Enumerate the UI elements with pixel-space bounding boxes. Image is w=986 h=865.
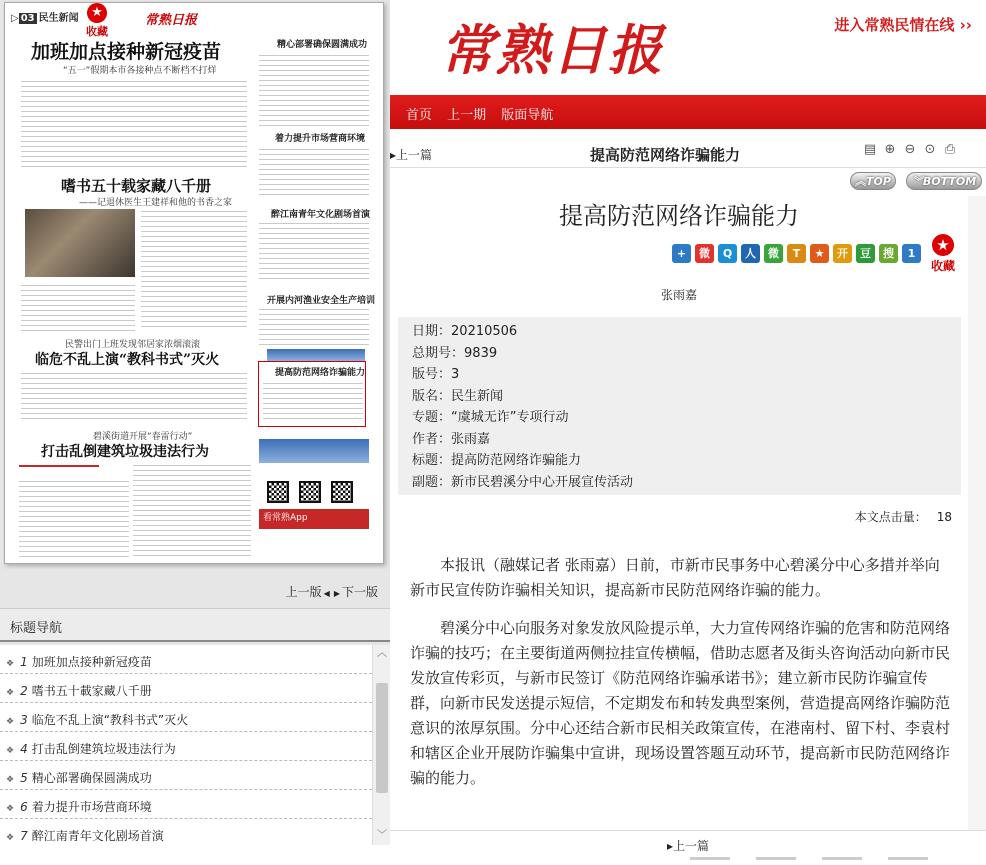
meta-row — [412, 385, 961, 407]
meta-row — [412, 320, 961, 342]
toc-item[interactable] — [0, 761, 372, 790]
thumb-photo — [25, 209, 135, 277]
prev-page-link[interactable]: 上一版 — [285, 585, 322, 599]
thumb-text-block — [259, 307, 369, 347]
thumb-red-banner — [19, 465, 99, 467]
share-renren-icon[interactable]: 人 — [741, 244, 760, 263]
thumb-right-headline-3[interactable]: 醉江南青年文化剧场首演 — [271, 210, 371, 220]
clipboard-icon[interactable]: ▤ — [863, 142, 877, 157]
meta-row — [412, 471, 961, 493]
meta-sep: ： — [438, 388, 452, 404]
masthead — [390, 0, 986, 95]
share-weibo-icon[interactable]: 微 — [695, 244, 714, 263]
meta-row — [412, 363, 961, 385]
newspaper-page-thumbnail[interactable] — [4, 2, 384, 564]
bullet-icon: ❖ — [6, 746, 15, 756]
thumb-subhead-2: ——记退休医生王建祥和他的书香之家 — [79, 198, 233, 208]
toc-item-number: 4 — [20, 742, 28, 756]
thumb-right-headline-5[interactable]: 提高防范网络诈骗能力 — [275, 368, 366, 378]
thumb-blue-ad — [267, 349, 365, 361]
prev-article-label: 上一篇 — [396, 148, 433, 162]
thumb-text-block — [21, 283, 135, 331]
toc-item-label: 嗜书五十載家藏八千册 — [31, 684, 152, 698]
article-paragraph: 本报讯（融媒记者 张雨嘉）日前，市新市民事务中心碧溪分中心多措并举向新市民宣传防诈骗相关知识，提高新市民防范网络诈骗的能力。 — [410, 556, 940, 599]
thumb-headline-4[interactable]: 打击乱倒建筑垃圾违法行为 — [41, 444, 209, 460]
chevron-up-icon: ︽ — [855, 175, 867, 188]
share-favorite-icon[interactable]: ★ — [810, 244, 829, 263]
zoom-reset-icon[interactable]: ⊙ — [924, 142, 936, 157]
thumb-headline-2[interactable]: 嗜书五十载家藏八千册 — [61, 177, 212, 195]
meta-key: 副题 — [412, 474, 439, 490]
meta-value: 3 — [451, 367, 460, 382]
scrollbar-thumb[interactable] — [376, 683, 388, 793]
zoom-in-icon[interactable]: ⊕ — [884, 142, 896, 157]
nav-layout[interactable]: 版面导航 — [501, 108, 554, 123]
meta-row — [412, 428, 961, 450]
meta-sep: ： — [438, 453, 452, 468]
print-icon[interactable]: ⎙ — [944, 142, 956, 157]
toc-item-number: 2 — [20, 684, 28, 698]
left-footer — [0, 845, 390, 865]
toc-item-label: 加班加点接种新冠疫苗 — [31, 655, 152, 669]
meta-sep: ： — [438, 431, 452, 447]
article-panel — [390, 0, 986, 865]
article-body — [410, 553, 950, 804]
thumb-headline-3[interactable]: 临危不乱上演“教科书式”灭火 — [35, 352, 220, 368]
meta-key: 专题 — [412, 410, 439, 425]
share-count-icon[interactable]: 1 — [902, 244, 921, 263]
meta-value: 提高防范网络诈骗能力 — [451, 453, 582, 468]
meta-sep: ： — [438, 324, 452, 339]
meta-value: 民生新闻 — [451, 388, 504, 404]
share-kaixin-icon[interactable]: 开 — [833, 244, 852, 263]
toc-item-label: 临危不乱上演“教科书式”灭火 — [31, 713, 189, 727]
thumb-right-headline-1[interactable]: 精心部署确保圆满成功 — [277, 40, 368, 50]
toolbar-title: 提高防范网络诈骗能力 — [590, 146, 741, 164]
thumb-kicker-3: 民警出门上班发现邻居家浓烟滚滚 — [65, 340, 201, 350]
click-count-value: 18 — [936, 510, 952, 524]
share-wechat-icon[interactable]: 微 — [764, 244, 783, 263]
meta-key: 作者 — [412, 431, 439, 447]
page-masthead: 常熟日报 — [145, 13, 198, 28]
scroll-bottom-label: BOTTOM — [922, 175, 977, 188]
chevron-up-icon[interactable]: ︿ — [377, 648, 387, 659]
qr-code-icon — [299, 481, 321, 503]
site-logo[interactable]: 常熟日报 — [440, 18, 664, 82]
left-panel — [0, 0, 390, 865]
toc-item[interactable] — [0, 819, 372, 848]
toc-item-number: 5 — [20, 771, 28, 785]
nav-home[interactable]: 首页 — [406, 108, 433, 123]
author-line: 张雨嘉 — [660, 288, 697, 302]
toc-item-label: 精心部署确保圆满成功 — [31, 771, 152, 785]
toc-item-number: 6 — [20, 800, 28, 814]
toc-list — [0, 645, 372, 848]
top-navigation — [390, 95, 986, 129]
meta-value: 9839 — [464, 345, 498, 361]
meta-sep: ： — [438, 474, 452, 490]
thumb-text-block — [259, 53, 369, 129]
article-toolbar — [390, 138, 986, 168]
toc-scrollbar[interactable] — [372, 645, 390, 845]
toc-item-label: 醉江南青年文化剧场首演 — [31, 829, 164, 843]
meta-row — [412, 342, 961, 364]
bullet-icon: ❖ — [6, 659, 15, 669]
click-count-label: 本文点击量： — [854, 510, 927, 524]
thumb-kicker-4: 碧溪街道开展“春雷行动” — [93, 432, 193, 442]
toc-item-label: 着力提升市场营商环境 — [31, 800, 152, 814]
meta-row — [412, 406, 961, 428]
bottom-prev-label: 上一篇 — [673, 839, 710, 853]
qr-code-icon — [267, 481, 289, 503]
share-douban-icon[interactable]: 豆 — [856, 244, 875, 263]
selected-article-box[interactable] — [258, 361, 366, 427]
click-count — [855, 508, 952, 525]
share-sohu-icon[interactable]: 搜 — [879, 244, 898, 263]
scroll-top-button[interactable] — [850, 172, 896, 190]
bottom-prev-article-link[interactable] — [667, 839, 709, 853]
star-icon: ★ — [932, 234, 954, 256]
thumb-text-block — [141, 209, 247, 329]
meta-value: 新市民碧溪分中心开展宣传活动 — [451, 474, 634, 490]
arrow-left-icon: ◀ — [323, 589, 330, 598]
thumb-headline-1[interactable]: 加班加点接种新冠疫苗 — [31, 41, 222, 63]
meta-key: 版号 — [412, 367, 439, 382]
nav-prev-issue[interactable]: 上一期 — [447, 108, 487, 123]
thumb-text-block — [21, 371, 247, 423]
article-paragraph: 碧溪分中心向服务对象发放风险提示单，大力宣传网络诈骗的危害和防范网络诈骗的技巧；在主要街道两侧拉挂宣传横幅，借助志愿者及街头咨询活动向新市民发放宣传彩页，与新市民签订《防范网络诈骗承诺书》；建立新市民防诈骗宣传群，向新市民发送提示短信，不定期发布和转发典型案例，营造提高网络诈骗防范意识的浓厚氛围。分中心还结合新市民相关政策宣传，在港南村、留下村、李袁村和辖区企业开展防诈骗集中宣讲，现场设置答题互动环节，提高新市民防范网络诈骗的能力。 — [410, 619, 951, 787]
meta-sep: ： — [451, 345, 465, 361]
toc-item[interactable] — [0, 703, 372, 732]
live-link[interactable]: 进入常熟民情在线 ›› — [834, 16, 972, 34]
favorite-button[interactable] — [928, 234, 958, 274]
meta-value: 20210506 — [451, 324, 518, 339]
prev-article-link[interactable] — [390, 146, 432, 163]
meta-key: 版名 — [412, 388, 439, 404]
toc-item-number: 3 — [20, 713, 28, 727]
share-plus-icon[interactable]: + — [672, 244, 691, 263]
meta-key: 标题 — [412, 453, 439, 468]
triangle-right-icon: ▸ — [390, 148, 397, 162]
footer-strip — [690, 857, 986, 865]
thumb-text-block — [259, 147, 369, 197]
favorite-small-label: 收藏 — [86, 25, 108, 38]
bottom-navigation — [390, 830, 986, 856]
chevron-down-icon: ︾ — [911, 175, 923, 188]
bullet-icon: ❖ — [6, 717, 15, 727]
meta-key: 日期 — [412, 324, 439, 339]
share-bar — [672, 244, 921, 263]
meta-row — [412, 449, 961, 471]
scroll-top-label: TOP — [866, 175, 891, 188]
bullet-icon: ❖ — [6, 775, 15, 785]
toc-header: 标题导航 — [0, 608, 390, 642]
qr-code-icon — [331, 481, 353, 503]
page-number: ▷ 03 民生新闻 — [11, 13, 79, 24]
share-tieba-icon[interactable]: T — [787, 244, 806, 263]
chevron-down-icon[interactable]: ﹀ — [377, 830, 387, 841]
toc-item[interactable] — [0, 674, 372, 703]
meta-value: “虞城无诈”专项行动 — [451, 410, 569, 425]
article-title: 提高防范网络诈骗能力 — [559, 202, 799, 230]
thumb-subhead-1: “五一”假期本市各接种点不断档不打烊 — [63, 66, 217, 76]
share-qzone-icon[interactable]: Q — [718, 244, 737, 263]
toc-item-number: 7 — [20, 829, 28, 843]
star-icon: ★ — [87, 3, 107, 23]
favorite-small-button[interactable] — [83, 3, 111, 39]
toc-item-number: 1 — [20, 655, 28, 669]
meta-sep: ： — [438, 367, 452, 382]
arrow-right-icon: ▶ — [333, 589, 340, 598]
thumb-app-banner[interactable]: 看常熟App — [259, 509, 369, 529]
bullet-icon: ❖ — [6, 833, 15, 843]
toc-item[interactable] — [0, 790, 372, 819]
bullet-icon: ❖ — [6, 688, 15, 698]
toc-item[interactable] — [0, 645, 372, 674]
thumb-right-headline-2[interactable]: 着力提升市场营商环境 — [275, 134, 366, 144]
toc-item[interactable] — [0, 732, 372, 761]
article-metadata — [398, 317, 961, 495]
thumb-text-block — [259, 221, 369, 283]
meta-value: 张雨嘉 — [451, 431, 491, 447]
thumb-right-headline-4[interactable]: 开展内河渔业安全生产培训 — [267, 296, 376, 306]
triangle-right-icon: ▸ — [666, 839, 673, 853]
favorite-label: 收藏 — [930, 259, 955, 273]
zoom-out-icon[interactable]: ⊖ — [904, 142, 916, 157]
bullet-icon: ❖ — [6, 804, 15, 814]
scroll-bottom-button[interactable] — [906, 172, 982, 190]
page-navigation — [0, 583, 378, 600]
next-page-link[interactable]: 下一版 — [341, 585, 378, 599]
thumb-blue-ad — [259, 439, 369, 463]
toc-item-label: 打击乱倒建筑垃圾违法行为 — [31, 742, 176, 756]
thumb-text-block — [21, 79, 247, 167]
thumb-text-block — [133, 463, 251, 559]
article-scrollbar[interactable] — [968, 196, 986, 830]
meta-key: 总期号 — [412, 345, 452, 361]
meta-sep: ： — [438, 410, 452, 425]
thumb-text-block — [19, 479, 129, 559]
